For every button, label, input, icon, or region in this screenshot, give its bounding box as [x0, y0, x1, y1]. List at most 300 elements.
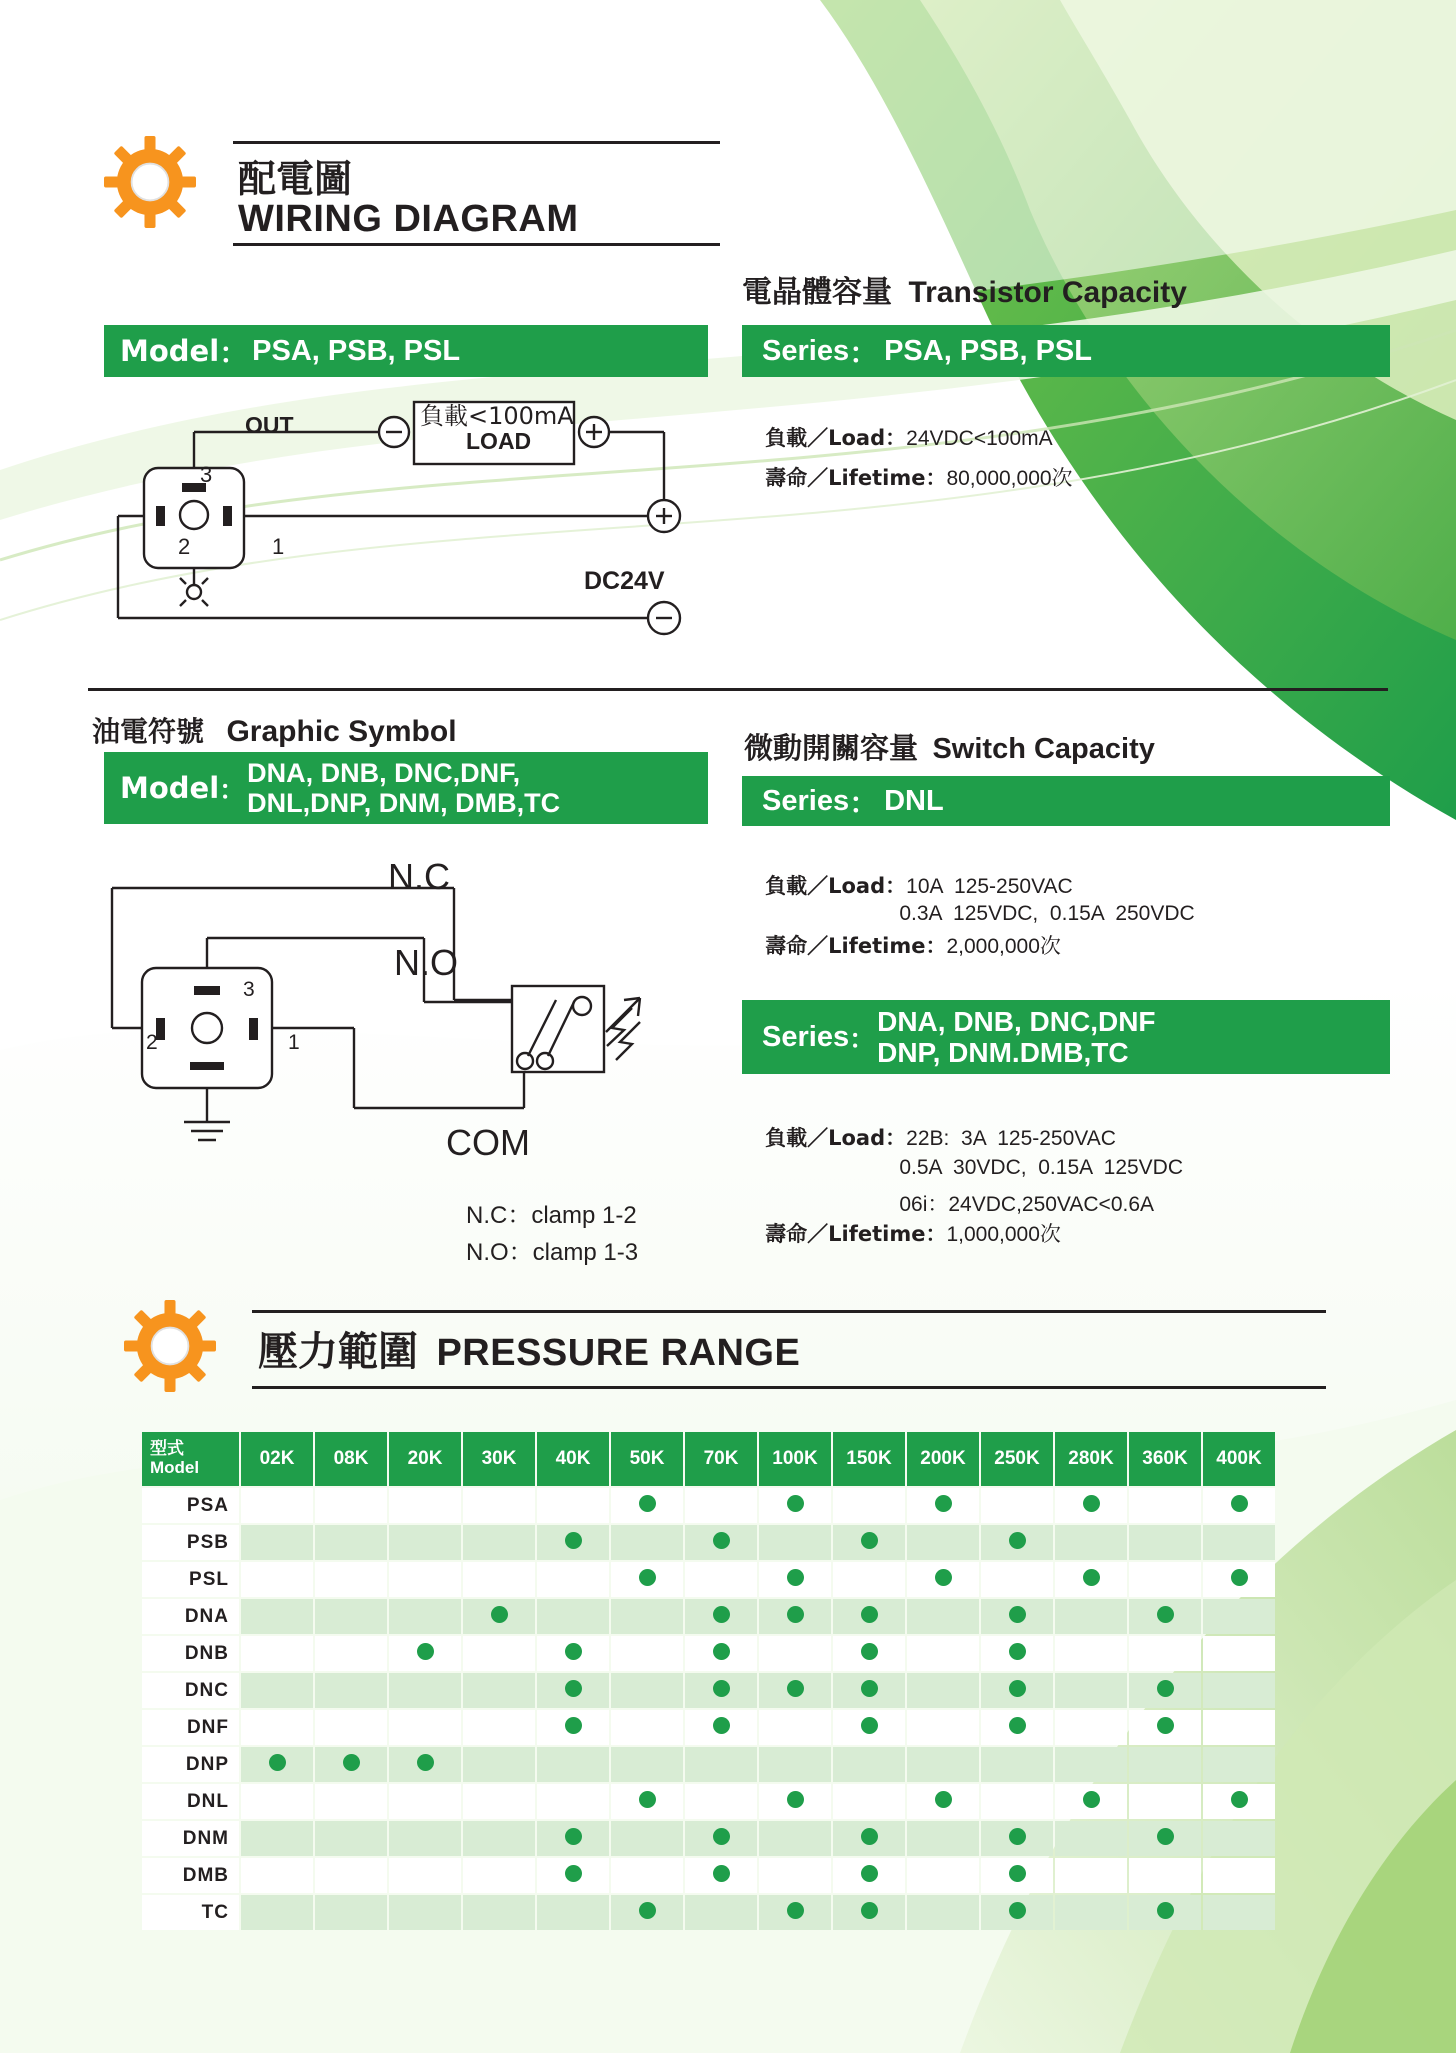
availability-dot — [713, 1865, 730, 1882]
dnl-life-value: 2,000,000次 — [946, 935, 1061, 958]
cell-psl-40k — [537, 1562, 609, 1597]
wiring-label-load-en: LOAD — [466, 428, 532, 454]
availability-dot — [861, 1828, 878, 1845]
table-row — [142, 1747, 1275, 1782]
cell-dna-280k — [1055, 1599, 1127, 1634]
series-bar-2-colon: ： — [849, 787, 879, 820]
dn-load-value-1: 22B: 3A 125-250VAC — [906, 1127, 1116, 1150]
dnl-load-value-1: 10A 125-250VAC — [906, 875, 1073, 898]
wiring-pin-2: 2 — [178, 534, 191, 559]
availability-dot — [787, 1495, 804, 1512]
cell-psl-360k — [1129, 1562, 1201, 1597]
cell-dnc-08k — [315, 1673, 387, 1708]
cell-dnl-50k — [611, 1784, 683, 1819]
cell-dnf-02k — [241, 1710, 313, 1745]
col-header-50k: 50K — [611, 1432, 683, 1486]
model-bar-1-colon: ： — [219, 337, 249, 370]
cell-psb-50k — [611, 1525, 683, 1560]
availability-dot — [713, 1532, 730, 1549]
table-row — [142, 1636, 1275, 1671]
cell-tc-280k — [1055, 1895, 1127, 1930]
cell-psa-50k — [611, 1488, 683, 1523]
table-row — [142, 1673, 1275, 1708]
cell-psl-280k — [1055, 1562, 1127, 1597]
availability-dot — [639, 1902, 656, 1919]
availability-dot — [861, 1643, 878, 1660]
cell-dmb-08k — [315, 1858, 387, 1893]
cell-dna-100k — [759, 1599, 831, 1634]
cell-psb-70k — [685, 1525, 757, 1560]
availability-dot — [1009, 1643, 1026, 1660]
cell-dnc-280k — [1055, 1673, 1127, 1708]
availability-dot — [1083, 1495, 1100, 1512]
availability-dot — [713, 1680, 730, 1697]
model-bar-1-label: Model — [120, 334, 220, 368]
cell-dnm-70k — [685, 1821, 757, 1856]
availability-dot — [1009, 1680, 1026, 1697]
cell-dmb-250k — [981, 1858, 1053, 1893]
availability-dot — [1157, 1606, 1174, 1623]
symbol-pin-1: 1 — [288, 1031, 300, 1054]
cell-psb-100k — [759, 1525, 831, 1560]
cell-psb-30k — [463, 1525, 535, 1560]
transistor-heading-cn: 電晶體容量 — [742, 275, 892, 310]
model-bar-2-label: Model — [120, 771, 220, 805]
availability-dot — [1231, 1791, 1248, 1808]
cell-psa-360k — [1129, 1488, 1201, 1523]
cell-dnm-280k — [1055, 1821, 1127, 1856]
pressure-top-rule — [252, 1310, 1326, 1313]
cell-dnb-08k — [315, 1636, 387, 1671]
cell-psl-70k — [685, 1562, 757, 1597]
cell-dnb-200k — [907, 1636, 979, 1671]
series-bar-1-label: Series — [762, 334, 850, 367]
cell-dnb-30k — [463, 1636, 535, 1671]
cell-dnb-280k — [1055, 1636, 1127, 1671]
col-header-200k: 200K — [907, 1432, 979, 1486]
availability-dot — [861, 1606, 878, 1623]
cell-psa-100k — [759, 1488, 831, 1523]
cell-dnl-150k — [833, 1784, 905, 1819]
availability-dot — [787, 1569, 804, 1586]
cell-psb-360k — [1129, 1525, 1201, 1560]
cell-dnb-70k — [685, 1636, 757, 1671]
cell-tc-70k — [685, 1895, 757, 1930]
table-row — [142, 1562, 1275, 1597]
series-bar-2-value: DNL — [884, 784, 944, 817]
cell-dnp-40k — [537, 1747, 609, 1782]
cell-dnm-50k — [611, 1821, 683, 1856]
availability-dot — [1157, 1902, 1174, 1919]
availability-dot — [491, 1606, 508, 1623]
cell-dnl-400k — [1203, 1784, 1275, 1819]
cell-dnl-02k — [241, 1784, 313, 1819]
graphic-symbol-drawing — [104, 850, 724, 1180]
dn-life-line — [744, 1196, 1061, 1270]
cell-dna-360k — [1129, 1599, 1201, 1634]
col-header-100k: 100K — [759, 1432, 831, 1486]
availability-dot — [1009, 1717, 1026, 1734]
availability-dot — [565, 1643, 582, 1660]
wiring-top-rule — [233, 141, 720, 144]
cell-tc-08k — [315, 1895, 387, 1930]
pressure-table-corner — [142, 1432, 239, 1486]
cell-dna-40k — [537, 1599, 609, 1634]
availability-dot — [713, 1828, 730, 1845]
cell-dnf-30k — [463, 1710, 535, 1745]
cell-dmb-280k — [1055, 1858, 1127, 1893]
availability-dot — [1231, 1495, 1248, 1512]
cell-tc-40k — [537, 1895, 609, 1930]
graphic-symbol-en: Graphic Symbol — [226, 715, 457, 748]
col-header-400k: 400K — [1203, 1432, 1275, 1486]
availability-dot — [935, 1495, 952, 1512]
dnl-load-value-2: 0.3A 125VDC, 0.15A 250VDC — [899, 902, 1195, 925]
pressure-table-body — [142, 1488, 1275, 1930]
gear-icon-wiring — [104, 136, 196, 228]
series-bar-1-colon: ： — [849, 337, 879, 370]
cell-tc-400k — [1203, 1895, 1275, 1930]
cell-dnc-02k — [241, 1673, 313, 1708]
cell-dna-08k — [315, 1599, 387, 1634]
cell-dnc-400k — [1203, 1673, 1275, 1708]
cell-dna-150k — [833, 1599, 905, 1634]
cell-dnm-02k — [241, 1821, 313, 1856]
cell-dmb-100k — [759, 1858, 831, 1893]
cell-dna-20k — [389, 1599, 461, 1634]
transistor-load-value: 24VDC<100mA — [906, 427, 1053, 450]
cell-dna-250k — [981, 1599, 1053, 1634]
table-row — [142, 1784, 1275, 1819]
cell-dnc-200k — [907, 1673, 979, 1708]
availability-dot — [787, 1902, 804, 1919]
cell-tc-100k — [759, 1895, 831, 1930]
col-header-250k: 250K — [981, 1432, 1053, 1486]
cell-psl-150k — [833, 1562, 905, 1597]
pressure-table-header-row — [142, 1432, 1275, 1486]
availability-dot — [417, 1643, 434, 1660]
series-bar-1-value: PSA, PSB, PSL — [884, 334, 1092, 367]
cell-dnp-200k — [907, 1747, 979, 1782]
cell-psl-02k — [241, 1562, 313, 1597]
dn-life-label: 壽命／Lifetime： — [765, 1222, 947, 1246]
cell-dna-50k — [611, 1599, 683, 1634]
transistor-life-label: 壽命／Lifetime： — [765, 466, 947, 490]
availability-dot — [1009, 1532, 1026, 1549]
cell-tc-30k — [463, 1895, 535, 1930]
availability-dot — [1009, 1606, 1026, 1623]
cell-dnp-280k — [1055, 1747, 1127, 1782]
cell-dnb-400k — [1203, 1636, 1275, 1671]
cell-dnp-70k — [685, 1747, 757, 1782]
cell-psa-280k — [1055, 1488, 1127, 1523]
wiring-pin-3: 3 — [200, 462, 213, 487]
cell-psa-40k — [537, 1488, 609, 1523]
table-row — [142, 1525, 1275, 1560]
cell-dnf-70k — [685, 1710, 757, 1745]
cell-tc-02k — [241, 1895, 313, 1930]
cell-dnp-150k — [833, 1747, 905, 1782]
availability-dot — [1157, 1828, 1174, 1845]
col-header-20k: 20K — [389, 1432, 461, 1486]
cell-dnm-30k — [463, 1821, 535, 1856]
model-bar-2-colon: ： — [219, 774, 246, 805]
cell-tc-50k — [611, 1895, 683, 1930]
cell-psl-50k — [611, 1562, 683, 1597]
availability-dot — [1009, 1902, 1026, 1919]
wiring-label-load-cn: 負載<100mA — [420, 402, 574, 430]
cell-dnf-280k — [1055, 1710, 1127, 1745]
cell-dnb-250k — [981, 1636, 1053, 1671]
model-bar-psa-psb-psl — [104, 325, 708, 377]
availability-dot — [1231, 1569, 1248, 1586]
availability-dot — [713, 1606, 730, 1623]
cell-psl-250k — [981, 1562, 1053, 1597]
cell-dnf-08k — [315, 1710, 387, 1745]
cell-tc-150k — [833, 1895, 905, 1930]
availability-dot — [861, 1902, 878, 1919]
row-label-dnf: DNF — [142, 1710, 239, 1745]
cell-tc-250k — [981, 1895, 1053, 1930]
cell-dnf-50k — [611, 1710, 683, 1745]
cell-dnc-250k — [981, 1673, 1053, 1708]
cell-dnf-400k — [1203, 1710, 1275, 1745]
series-bar-dnl — [742, 776, 1390, 826]
cell-dnf-360k — [1129, 1710, 1201, 1745]
cell-dnm-360k — [1129, 1821, 1201, 1856]
cell-dmb-50k — [611, 1858, 683, 1893]
cell-dmb-40k — [537, 1858, 609, 1893]
model-bar-2-line2: DNL,DNP, DNM, DMB,TC — [247, 788, 561, 818]
cell-dna-200k — [907, 1599, 979, 1634]
cell-dnm-08k — [315, 1821, 387, 1856]
symbol-note-nc: N.C：clamp 1-2 — [466, 1202, 637, 1229]
cell-dna-02k — [241, 1599, 313, 1634]
cell-dnc-150k — [833, 1673, 905, 1708]
cell-tc-360k — [1129, 1895, 1201, 1930]
series-bar-3-line1: DNA, DNB, DNC,DNF — [877, 1005, 1156, 1037]
cell-psa-250k — [981, 1488, 1053, 1523]
graphic-symbol-cn: 油電符號 — [92, 715, 205, 748]
cell-dnl-360k — [1129, 1784, 1201, 1819]
model-bar-dna-group — [104, 752, 708, 824]
symbol-pin-2: 2 — [146, 1031, 158, 1054]
transistor-capacity-heading — [742, 267, 1187, 311]
availability-dot — [713, 1717, 730, 1734]
cell-psa-08k — [315, 1488, 387, 1523]
symbol-pin-3: 3 — [243, 978, 255, 1001]
cell-dmb-400k — [1203, 1858, 1275, 1893]
wiring-label-out: OUT — [245, 412, 294, 438]
cell-dnp-400k — [1203, 1747, 1275, 1782]
availability-dot — [565, 1532, 582, 1549]
transistor-life-line — [744, 440, 1073, 514]
cell-psb-150k — [833, 1525, 905, 1560]
cell-dnf-20k — [389, 1710, 461, 1745]
cell-psl-200k — [907, 1562, 979, 1597]
availability-dot — [565, 1717, 582, 1734]
cell-psb-280k — [1055, 1525, 1127, 1560]
dn-load-value-2: 0.5A 30VDC, 0.15A 125VDC — [899, 1156, 1184, 1179]
series-bar-3-colon: ： — [849, 1023, 876, 1054]
cell-dnm-400k — [1203, 1821, 1275, 1856]
transistor-life-value: 80,000,000次 — [946, 467, 1073, 490]
cell-dna-30k — [463, 1599, 535, 1634]
series-bar-3-line2: DNP, DNM.DMB,TC — [877, 1037, 1129, 1068]
row-label-psl: PSL — [142, 1562, 239, 1597]
availability-dot — [861, 1532, 878, 1549]
dnl-life-line — [744, 908, 1061, 982]
availability-dot — [787, 1791, 804, 1808]
cell-dnc-30k — [463, 1673, 535, 1708]
cell-dnc-40k — [537, 1673, 609, 1708]
cell-dnp-50k — [611, 1747, 683, 1782]
availability-dot — [343, 1754, 360, 1771]
col-header-02k: 02K — [241, 1432, 313, 1486]
cell-tc-200k — [907, 1895, 979, 1930]
wiring-bottom-rule — [233, 243, 720, 246]
pressure-range-table — [140, 1430, 1277, 1932]
cell-dnc-50k — [611, 1673, 683, 1708]
cell-dnm-150k — [833, 1821, 905, 1856]
cell-dnp-100k — [759, 1747, 831, 1782]
cell-dnf-250k — [981, 1710, 1053, 1745]
dn-life-value: 1,000,000次 — [946, 1223, 1061, 1246]
dnl-life-label: 壽命／Lifetime： — [765, 934, 947, 958]
table-row — [142, 1488, 1275, 1523]
cell-dmb-360k — [1129, 1858, 1201, 1893]
series-bar-2-label: Series — [762, 784, 850, 817]
pressure-bottom-rule — [252, 1386, 1326, 1389]
pressure-title-cn: 壓力範圍 — [258, 1329, 418, 1375]
cell-dnl-40k — [537, 1784, 609, 1819]
col-header-150k: 150K — [833, 1432, 905, 1486]
cell-dna-70k — [685, 1599, 757, 1634]
availability-dot — [1009, 1828, 1026, 1845]
cell-dnb-100k — [759, 1636, 831, 1671]
col-header-70k: 70K — [685, 1432, 757, 1486]
dnl-load-label: 負載／Load： — [765, 874, 907, 898]
cell-psa-150k — [833, 1488, 905, 1523]
cell-dnf-200k — [907, 1710, 979, 1745]
cell-dnp-02k — [241, 1747, 313, 1782]
cell-psl-08k — [315, 1562, 387, 1597]
series-bar-dna-group — [742, 1000, 1390, 1074]
availability-dot — [861, 1680, 878, 1697]
col-header-30k: 30K — [463, 1432, 535, 1486]
table-row — [142, 1599, 1275, 1634]
cell-dnb-02k — [241, 1636, 313, 1671]
dn-load-value-3: 06i：24VDC,250VAC<0.6A — [899, 1193, 1155, 1216]
cell-dnf-100k — [759, 1710, 831, 1745]
cell-dnl-30k — [463, 1784, 535, 1819]
cell-dmb-150k — [833, 1858, 905, 1893]
cell-dnm-250k — [981, 1821, 1053, 1856]
dn-load-label: 負載／Load： — [765, 1126, 907, 1150]
col-header-40k: 40K — [537, 1432, 609, 1486]
cell-dnb-360k — [1129, 1636, 1201, 1671]
switch-capacity-cn: 微動開關容量 — [744, 731, 919, 765]
cell-dnl-20k — [389, 1784, 461, 1819]
row-label-dnp: DNP — [142, 1747, 239, 1782]
cell-dnf-40k — [537, 1710, 609, 1745]
corner-label-en: Model — [150, 1458, 200, 1477]
availability-dot — [639, 1791, 656, 1808]
cell-psb-200k — [907, 1525, 979, 1560]
cell-dnl-70k — [685, 1784, 757, 1819]
cell-dmb-70k — [685, 1858, 757, 1893]
cell-psl-400k — [1203, 1562, 1275, 1597]
cell-psb-40k — [537, 1525, 609, 1560]
availability-dot — [1083, 1791, 1100, 1808]
cell-dnc-20k — [389, 1673, 461, 1708]
availability-dot — [713, 1643, 730, 1660]
cell-psl-30k — [463, 1562, 535, 1597]
cell-dnc-70k — [685, 1673, 757, 1708]
cell-dnl-200k — [907, 1784, 979, 1819]
table-row — [142, 1710, 1275, 1745]
row-label-dnl: DNL — [142, 1784, 239, 1819]
availability-dot — [1083, 1569, 1100, 1586]
cell-dnl-280k — [1055, 1784, 1127, 1819]
wiring-pin-1: 1 — [272, 534, 285, 559]
row-label-dnb: DNB — [142, 1636, 239, 1671]
series-bar-3-label: Series — [762, 1020, 850, 1053]
row-label-dnm: DNM — [142, 1821, 239, 1856]
availability-dot — [565, 1828, 582, 1845]
cell-dnb-20k — [389, 1636, 461, 1671]
cell-psa-02k — [241, 1488, 313, 1523]
row-label-tc: TC — [142, 1895, 239, 1930]
cell-dnf-150k — [833, 1710, 905, 1745]
cell-dnb-50k — [611, 1636, 683, 1671]
col-header-08k: 08K — [315, 1432, 387, 1486]
col-header-360k: 360K — [1129, 1432, 1201, 1486]
wiring-label-dc24v: DC24V — [584, 567, 665, 595]
cell-dnp-360k — [1129, 1747, 1201, 1782]
cell-psb-02k — [241, 1525, 313, 1560]
col-header-280k: 280K — [1055, 1432, 1127, 1486]
graphic-symbol-heading — [92, 710, 457, 750]
mid-divider-rule — [88, 688, 1388, 691]
symbol-label-com: COM — [446, 1122, 530, 1163]
availability-dot — [787, 1680, 804, 1697]
availability-dot — [269, 1754, 286, 1771]
cell-dnb-150k — [833, 1636, 905, 1671]
cell-psb-400k — [1203, 1525, 1275, 1560]
cell-psa-70k — [685, 1488, 757, 1523]
symbol-note-no: N.O：clamp 1-3 — [466, 1239, 639, 1266]
availability-dot — [1009, 1865, 1026, 1882]
row-label-dna: DNA — [142, 1599, 239, 1634]
cell-psa-200k — [907, 1488, 979, 1523]
pressure-heading — [258, 1320, 800, 1377]
cell-dnp-250k — [981, 1747, 1053, 1782]
availability-dot — [565, 1680, 582, 1697]
table-row — [142, 1858, 1275, 1893]
cell-dnb-40k — [537, 1636, 609, 1671]
cell-dnp-30k — [463, 1747, 535, 1782]
wiring-diagram-drawing — [104, 380, 724, 660]
cell-dmb-20k — [389, 1858, 461, 1893]
cell-psb-20k — [389, 1525, 461, 1560]
cell-dnc-360k — [1129, 1673, 1201, 1708]
cell-dnm-40k — [537, 1821, 609, 1856]
corner-label-cn: 型式 — [150, 1439, 184, 1460]
switch-capacity-heading — [744, 726, 1155, 767]
cell-dnm-100k — [759, 1821, 831, 1856]
switch-capacity-en: Switch Capacity — [932, 733, 1155, 765]
